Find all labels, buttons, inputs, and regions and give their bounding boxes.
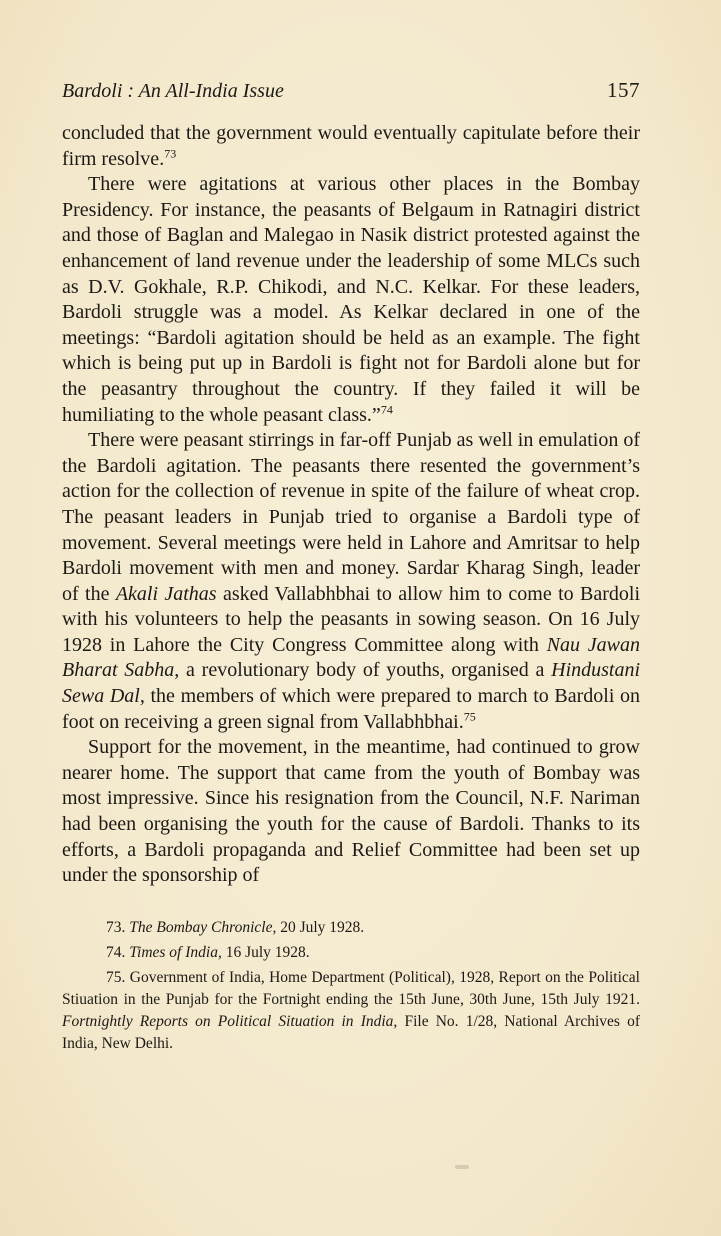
- paper-speck: [455, 1165, 469, 1169]
- paragraph-3-text-d: the members of which were prepared to march to Bardoli on foot on receiving a green signal from Vallabhbhai.: [62, 685, 641, 733]
- paragraph-3-text-a: There were peasant stirrings in far-off Punjab as well in emulation of the Bardoli agitation. The peasants there resented the government’s action for the collection of revenue in spite of the failure of wheat crop. The peasant leaders in Punjab tried to organise a Bardoli type of movement. Several meetings were held in Lahore and Amritsar to help Bardoli movement with men and money. Sardar Kharag Singh, leader of the: [62, 429, 640, 605]
- paragraph-3-text-c: a revolutionary body of youths, organised a: [186, 659, 545, 682]
- footnote-75: [62, 967, 640, 1055]
- footnote-73: [62, 917, 640, 939]
- footnote-73-source: The Bombay Chronicle,: [129, 918, 277, 936]
- paragraph-4-text: Support for the movement, in the meantime, had continued to grow nearer home. The support that came from the youth of Bombay was most impressive. Since his resignation from the Council, N.F. Nariman had been organising the youth for the cause of Bardoli. Thanks to its efforts, a Bardoli propaganda and Relief Committee had been set up under the sponsorship of: [62, 736, 640, 887]
- footnote-73-number: 73.: [106, 918, 126, 936]
- paragraph-3-text-b: asked Vallabhbhai to allow him to come to Bardoli with his volunteers to help the peasants in sowing season. On 16 July 1928 in Lahore the City Congress Committee along with: [62, 582, 640, 656]
- paragraph-2-text: There were agitations at various other places in the Bombay Presidency. For instance, the peasants of Belgaum in Ratnagiri district and those of Baglan and Malegao in Nasik district protested against the enhancement of land revenue under the leadership of some MLCs such as D.V. Gokhale, R.P. Chikodi, and N.C. Kelkar. For these leaders, Bardoli struggle was a model. As Kelkar declared in one of the meetings: “Bardoli agitation should be held as an example. The fight which is being put up in Bardoli is fight not for Bardoli alone but for the peasantry throughout the country. If they failed it will be humiliating to the whole peasant class.”: [62, 173, 640, 426]
- footnote-74-source: Times of India,: [129, 943, 222, 961]
- paragraph-2: [62, 172, 640, 428]
- paragraph-1: [62, 121, 640, 172]
- paragraph-4: [62, 735, 640, 889]
- footnote-75-archive: File No. 1/28, National Archives of India, New Delhi.: [62, 1012, 641, 1052]
- footnote-74-number: 74.: [106, 943, 126, 961]
- body-text: [62, 121, 640, 889]
- footnote-75-text: Government of India, Home Department (Political), 1928, Report on the Political Stiuation in the Punjab for the Fortnight ending the 15th June, 30th June, 15th July 1921.: [62, 968, 640, 1008]
- footnote-ref-75[interactable]: 75: [463, 709, 476, 723]
- running-head: [62, 78, 640, 103]
- footnote-73-date: 20 July 1928.: [280, 918, 365, 936]
- footnotes: [62, 917, 640, 1055]
- paragraph-3: [62, 428, 640, 735]
- footnote-ref-74[interactable]: 74: [380, 401, 393, 416]
- footnote-74: [62, 942, 640, 964]
- hindustani-sewa-dal-italic: Hindustani Sewa Dal,: [62, 659, 641, 708]
- book-page: [62, 78, 640, 1058]
- paragraph-1-text: concluded that the government would eventually capitulate before their firm resolve.: [62, 122, 640, 170]
- akali-jathas-italic: Akali Jathas: [115, 582, 217, 605]
- footnote-ref-73[interactable]: 73: [164, 145, 177, 160]
- page-number: 157: [607, 78, 640, 102]
- running-head-title: Bardoli : An All-India Issue: [62, 80, 284, 102]
- nau-jawan-bharat-sabha-italic: Nau Jawan Bharat Sabha,: [62, 633, 641, 682]
- footnote-75-number: 75.: [106, 968, 126, 986]
- footnote-74-date: 16 July 1928.: [225, 943, 310, 961]
- footnote-75-source: Fortnightly Reports on Political Situation in India,: [62, 1012, 398, 1030]
